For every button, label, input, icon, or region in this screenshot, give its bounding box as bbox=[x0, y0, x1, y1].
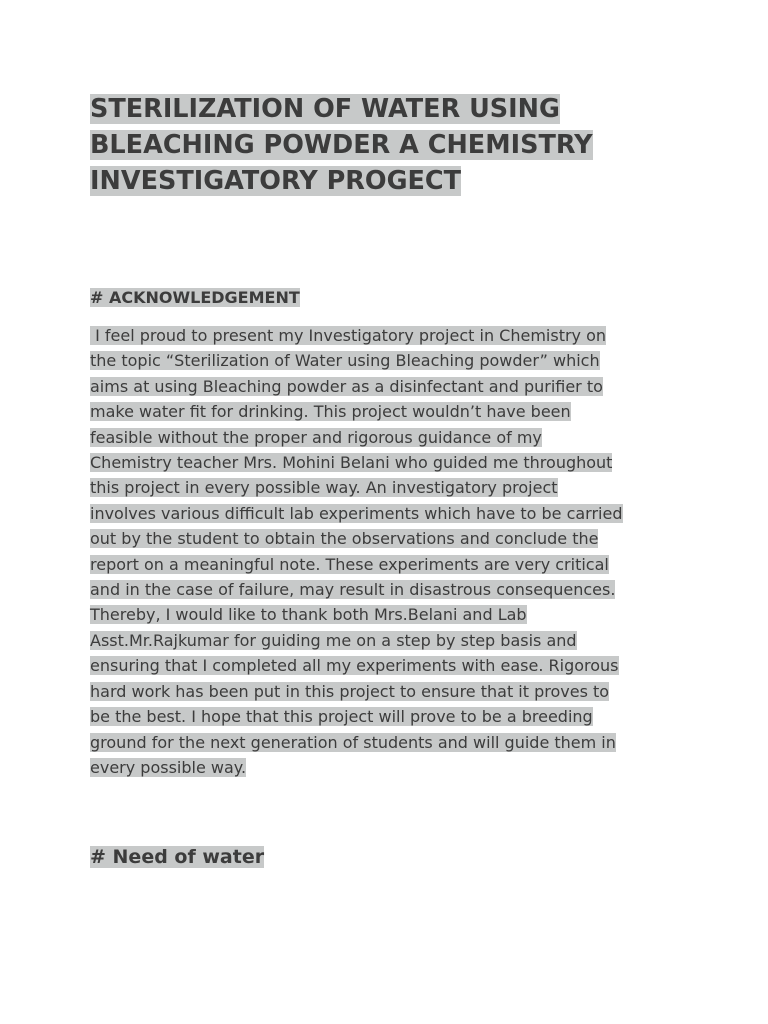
section-heading-need-of-water bbox=[90, 843, 264, 871]
acknowledgement-paragraph bbox=[90, 323, 690, 780]
document-title-text: STERILIZATION OF WATER USING BLEACHING POWDER A CHEMISTRY INVESTIGATORY PROGECT bbox=[90, 94, 593, 196]
section-heading-acknowledgement bbox=[90, 285, 300, 310]
acknowledgement-paragraph-text: I feel proud to present my Investigatory project in Chemistry on the topic “Sterilization of Water using Bleaching powder” which aims at using Bleaching powder as a disinfectant and purifier to make water fit for drinking. This project wouldn’t have been feasible without the proper and rigorous guidance of my Chemistry teacher Mrs. Mohini Belani who guided me throughout this project in every possible way. An investigatory project involves various difficult lab experiments which have to be carried out by the student to obtain the observations and conclude the report on a meaningful note. These experiments are very critical and in the case of failure, may result in disastrous consequences. Thereby, I would like to thank both Mrs.Belani and Lab Asst.Mr.Rajkumar for guiding me on a step by step basis and ensuring that I completed all my experiments with ease. Rigorous hard work has been put in this project to ensure that it proves to be the best. I hope that this project will prove to be a breeding ground for the next generation of students and will guide them in every possible way. bbox=[90, 326, 623, 777]
section-heading-need-of-water-text: # Need of water bbox=[90, 846, 265, 868]
section-heading-acknowledgement-text: # ACKNOWLEDGEMENT bbox=[90, 288, 300, 307]
document-title bbox=[90, 91, 650, 199]
